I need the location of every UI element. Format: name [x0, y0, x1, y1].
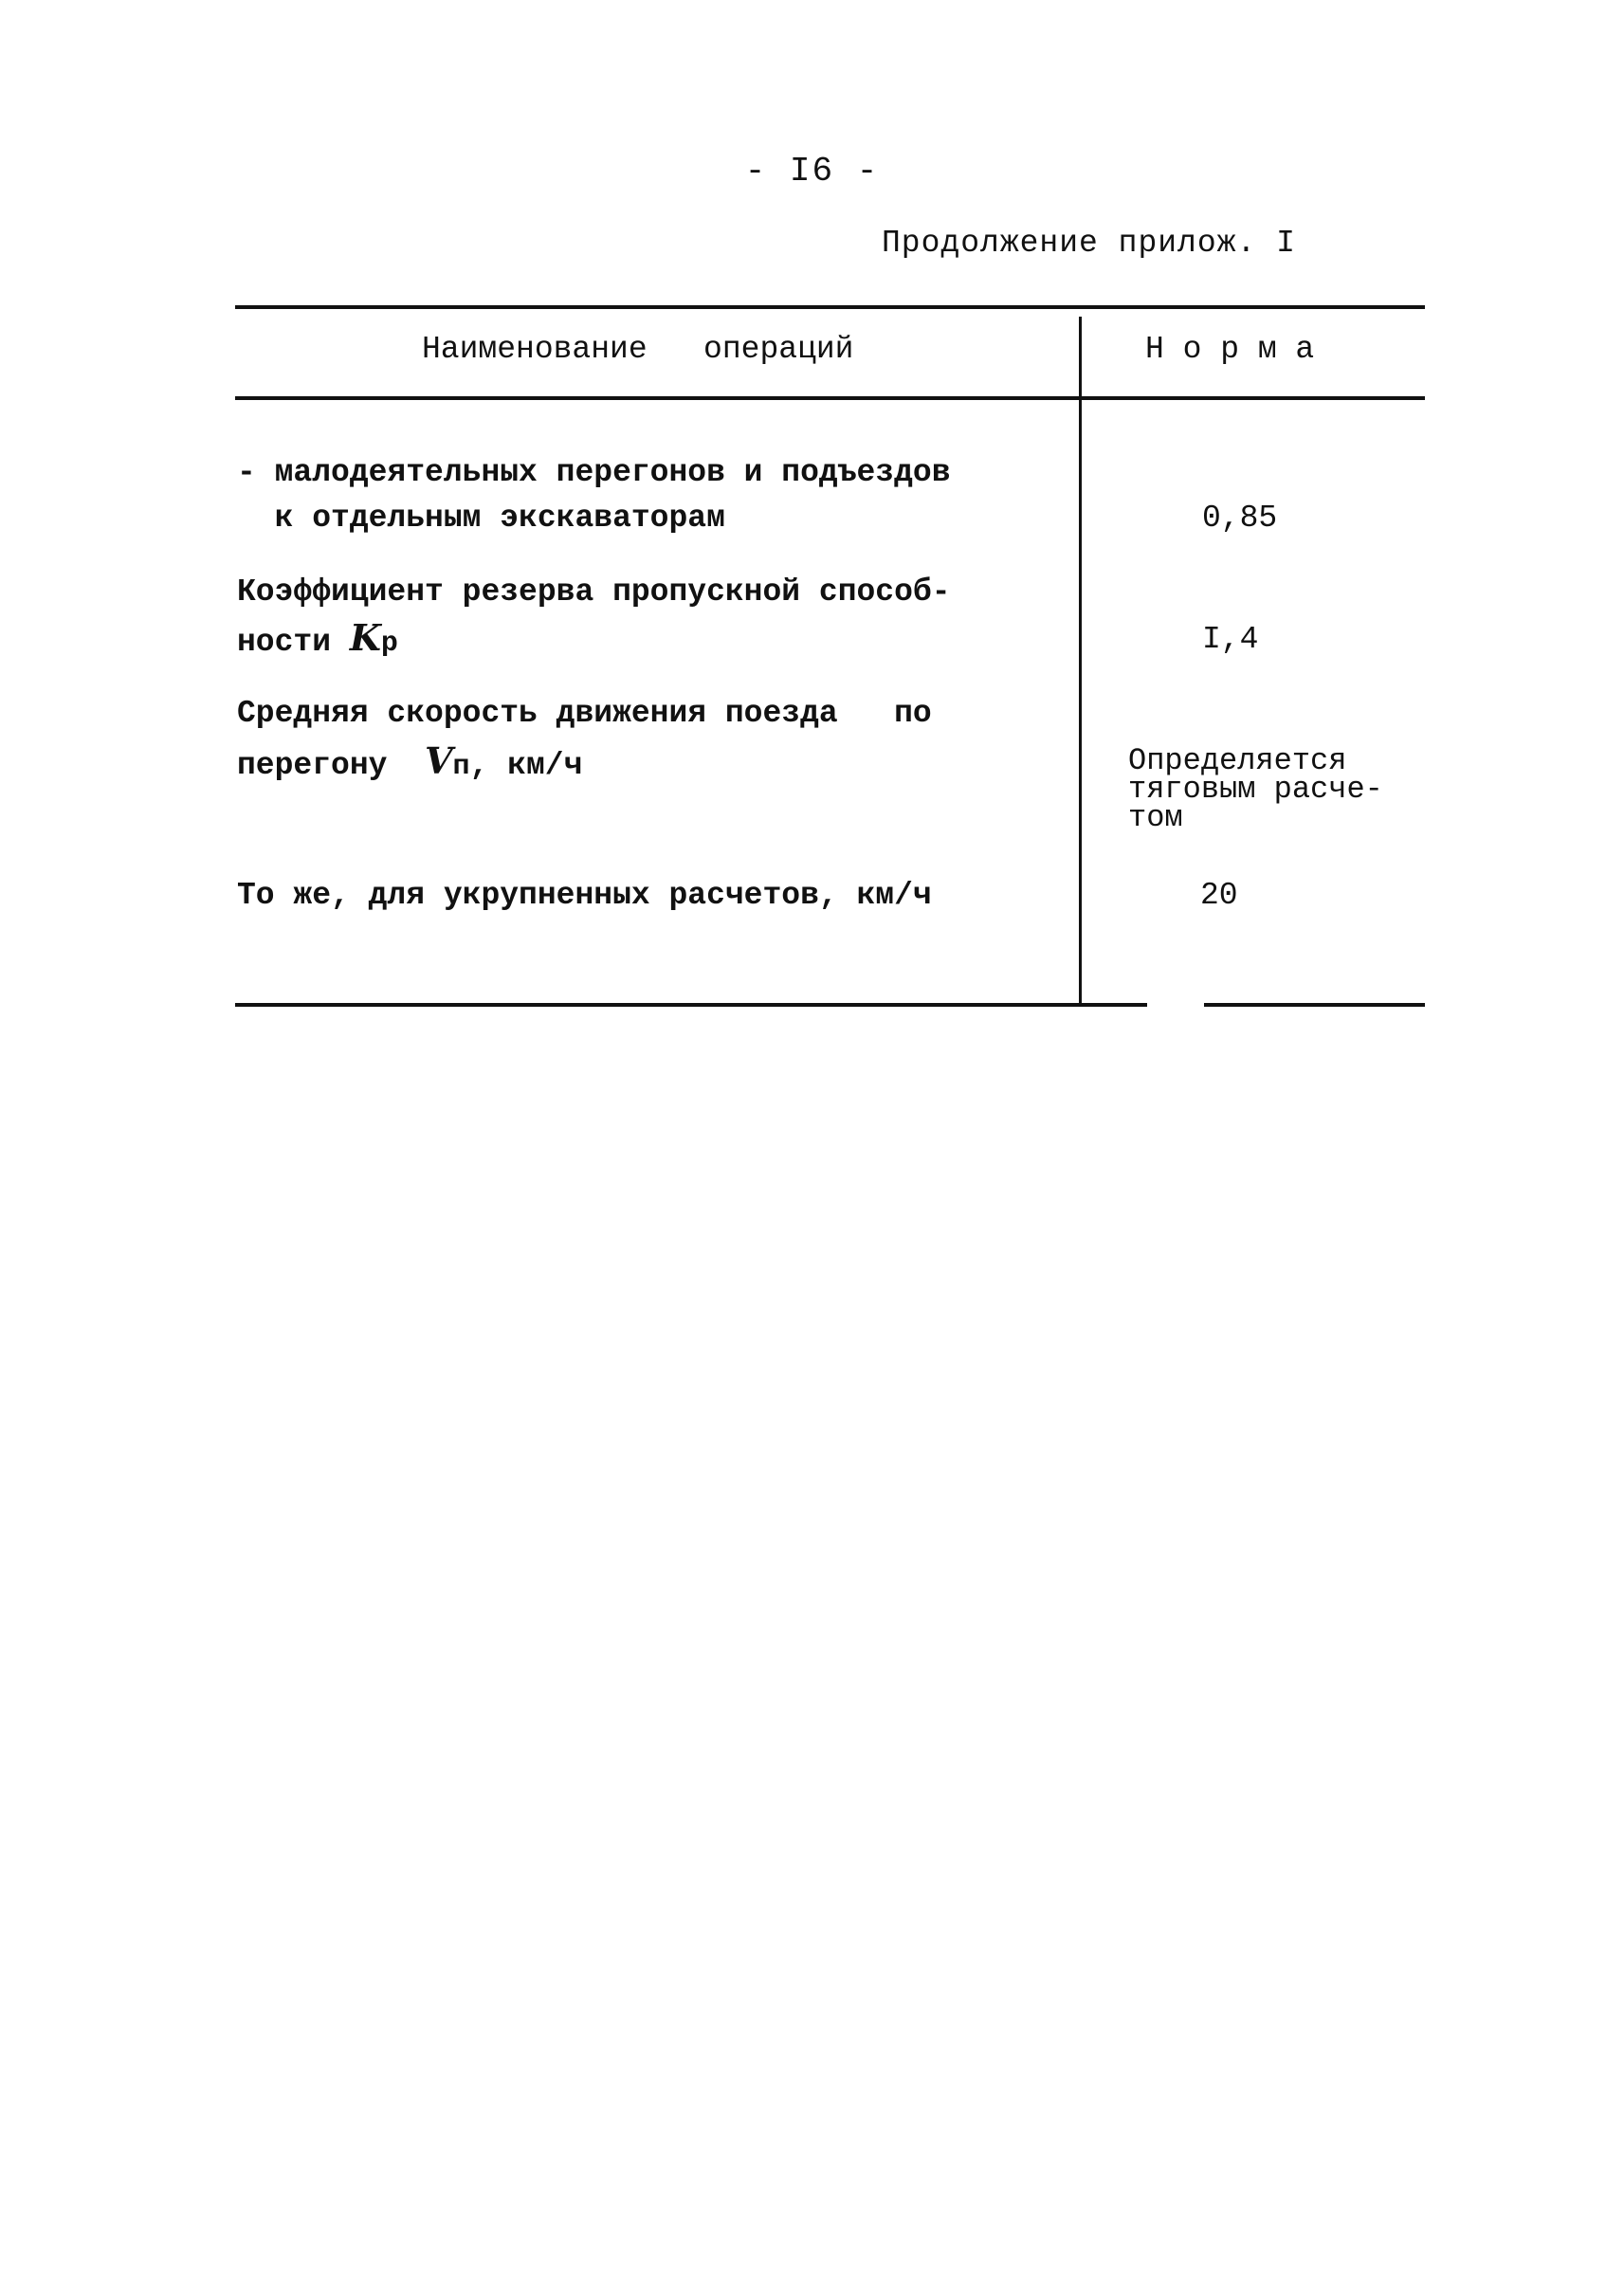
operation-line: - малодеятельных перегонов и подъездов — [237, 455, 951, 490]
operation-text: перегону — [237, 748, 426, 783]
operation-line: к отдельным экскаваторам — [237, 501, 725, 536]
norm-value-line: тяговым расче- — [1128, 772, 1383, 807]
continuation-note: Продолжение прилож. I — [882, 226, 1296, 261]
table-header-rule — [235, 396, 1425, 400]
norm-value: I,4 — [1202, 622, 1259, 657]
norm-value-line: Определяется — [1128, 743, 1347, 778]
symbol-v: V — [425, 739, 453, 782]
symbol-subscript: п — [452, 751, 470, 783]
table-column-divider — [1079, 317, 1082, 1007]
table-bottom-rule-left — [235, 1003, 1147, 1007]
operation-text: , км/ч — [469, 748, 583, 783]
norm-value-line: том — [1128, 800, 1183, 835]
norm-value: 0,85 — [1202, 501, 1278, 536]
norm-value: 20 — [1200, 878, 1238, 913]
column-header-operation: Наименование операций — [422, 332, 854, 367]
symbol-subscript: р — [380, 628, 398, 660]
table-bottom-rule-right — [1204, 1003, 1425, 1007]
table-top-rule — [235, 305, 1425, 309]
operation-line-with-symbol — [237, 616, 398, 665]
operation-line: Средняя скорость движения поезда по — [237, 696, 932, 731]
operation-line: Коэффициент резерва пропускной способ- — [237, 574, 951, 610]
page-number: - I6 - — [744, 152, 880, 191]
operation-line: То же, для укрупненных расчетов, км/ч — [237, 878, 932, 913]
column-header-norm: Н о р м а — [1145, 332, 1315, 367]
operation-line-with-symbol — [237, 739, 582, 789]
symbol-k: K — [349, 616, 381, 659]
operation-text: ности — [237, 625, 350, 660]
